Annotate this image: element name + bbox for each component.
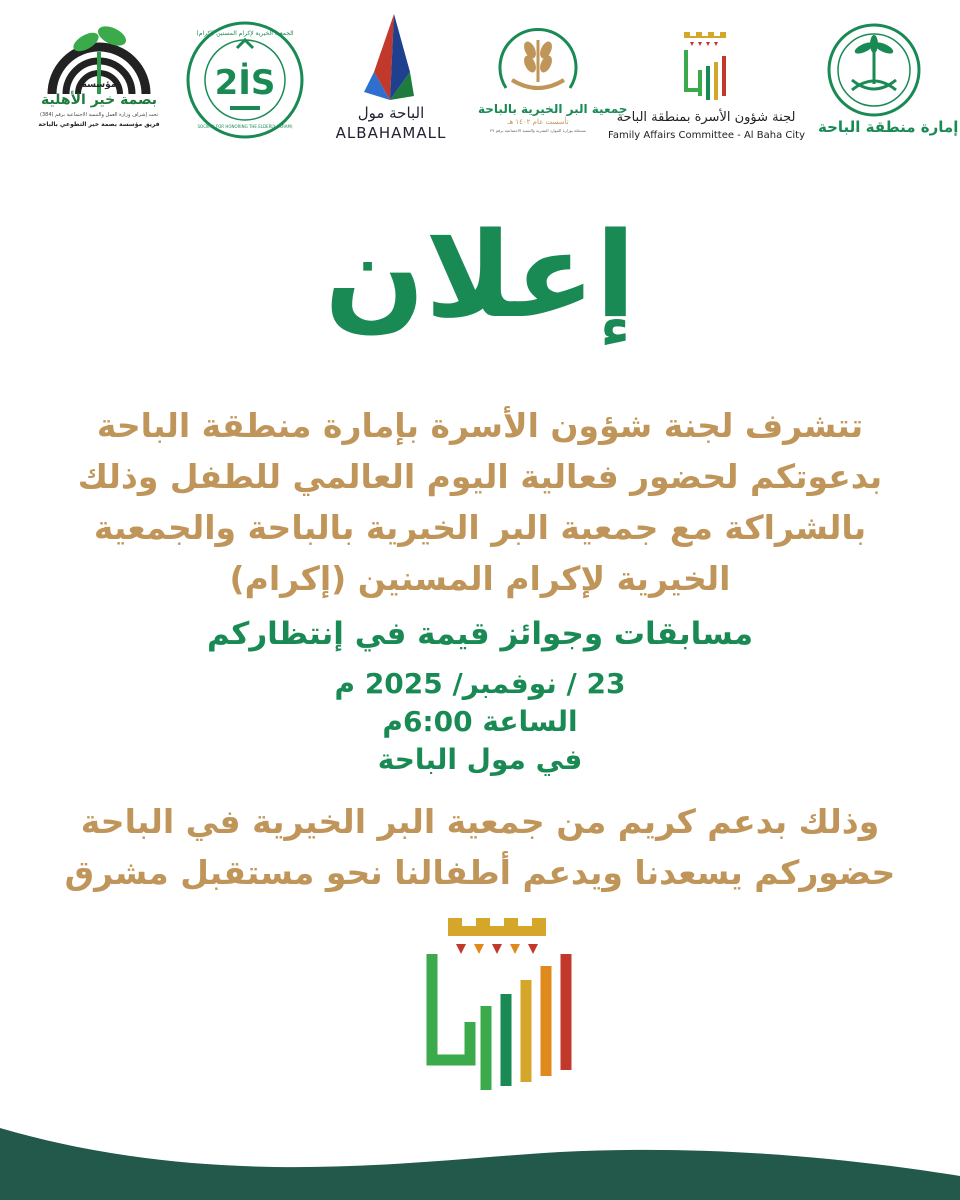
basma-logo bbox=[38, 12, 160, 137]
invitation-line: الخيرية لإكرام المسنين (إكرام) bbox=[229, 559, 731, 598]
albir-sub: تأسست عام ١٤٠٢ هـ bbox=[507, 118, 569, 126]
event-date: 23 / نوفمبر/ 2025 م bbox=[334, 667, 626, 700]
logo-bar bbox=[0, 0, 960, 170]
prizes-line: مسابقات وجوائز قيمة في إنتظاركم bbox=[206, 616, 754, 652]
family-affairs-en: Family Affairs Committee - Al Baha City bbox=[608, 130, 805, 141]
albir-sub2: مسجلة بوزارة الموارد البشرية والتنمية الاجتماعية برقم ٣٧ bbox=[490, 128, 586, 133]
emirate-emblem bbox=[818, 22, 959, 152]
basma-line1: مؤسسة bbox=[81, 80, 117, 90]
support-line: حضوركم يسعدنا ويدعم أطفالنا نحو مستقبل مشرق bbox=[64, 853, 896, 892]
emirate-text: إمارة منطقة الباحة bbox=[818, 118, 959, 136]
support-line: وذلك بدعم كريم من جمعية البر الخيرية في الباحة bbox=[80, 802, 880, 841]
family-affairs-large-logo bbox=[410, 910, 590, 1100]
ikram-logo-icon bbox=[185, 20, 305, 140]
family-affairs-logo bbox=[608, 30, 804, 150]
ikram-text-en: SOCIETY FOR HONORING THE ELDERLY (IKRAM) bbox=[197, 124, 293, 129]
page-title: إعلان bbox=[324, 206, 636, 344]
support-paragraph bbox=[60, 796, 900, 898]
basma-line2: تحت إشراف وزارة العمل والتنمية الاجتماعية برقم (384) bbox=[40, 112, 158, 118]
albaha-mall-ar: الباحة مول bbox=[357, 104, 425, 122]
family-affairs-large-logo-icon bbox=[410, 910, 590, 1100]
albaha-mall-en: ALBAHAMALL bbox=[335, 124, 447, 142]
ikram-text-ar: الجمعية الخيرية لإكرام المسنين (إكرام) bbox=[196, 30, 294, 37]
family-affairs-logo-icon bbox=[608, 30, 804, 110]
albaha-mall-logo bbox=[330, 12, 452, 142]
event-time: الساعة 6:00م bbox=[382, 705, 578, 738]
basma-line3: فريق مؤسسة بصمة خير التطوعي بالباحة bbox=[38, 121, 160, 128]
basma-name: بصمة خير الأهلية bbox=[40, 92, 158, 108]
albir-name: جمعية البر الخيرية بالباحة bbox=[478, 102, 628, 116]
bottom-wave bbox=[0, 1120, 960, 1200]
ikram-logo bbox=[185, 20, 305, 140]
svg-text:2İS: 2İS bbox=[214, 63, 276, 103]
albaha-mall-logo-icon bbox=[330, 12, 452, 104]
albir-logo bbox=[478, 20, 628, 145]
invitation-line: تتشرف لجنة شؤون الأسرة بإمارة منطقة الباحة bbox=[96, 406, 864, 445]
invitation-line: بدعوتكم لحضور فعالية اليوم العالمي للطفل وذلك bbox=[77, 457, 883, 496]
family-affairs-ar: لجنة شؤون الأسرة بمنطقة الباحة bbox=[616, 110, 796, 125]
emirate-emblem-icon bbox=[818, 22, 930, 122]
invitation-line: بالشراكة مع جمعية البر الخيرية بالباحة والجمعية bbox=[93, 508, 867, 547]
albir-logo-icon bbox=[478, 20, 598, 100]
invitation-paragraph bbox=[60, 400, 900, 604]
event-place: في مول الباحة bbox=[377, 743, 583, 776]
